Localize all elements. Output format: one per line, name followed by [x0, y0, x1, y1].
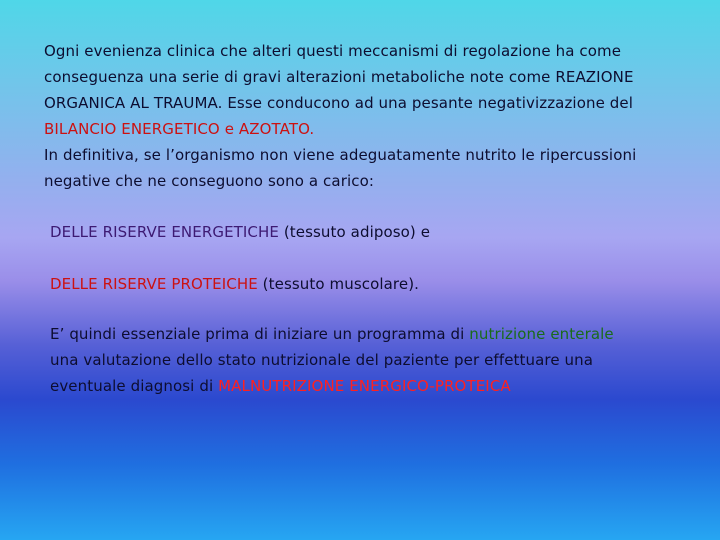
- item-line: [50, 219, 690, 245]
- text-line: [50, 373, 690, 399]
- conclusion-paragraph: [50, 321, 690, 399]
- text-line: [50, 321, 690, 347]
- text-line: Ogni evenienza clinica che alteri questi meccanismi di regolazione ha come: [44, 42, 622, 60]
- text-line: una valutazione dello stato nutrizionale del paziente per effettuare una: [50, 351, 594, 369]
- item-detail: (tessuto muscolare).: [257, 275, 420, 293]
- text-line: ORGANICA AL TRAUMA. Esse conducono ad una pesante negativizzazione del: [44, 94, 633, 112]
- highlight-protein-reserves: DELLE RISERVE PROTEICHE: [50, 275, 258, 293]
- item-detail: (tessuto adiposo) e: [278, 223, 431, 241]
- text-segment: eventuale diagnosi di: [50, 377, 219, 395]
- highlight-enteral-nutrition: nutrizione enterale: [469, 325, 614, 343]
- text-line: negative che ne conseguono sono a carico:: [44, 172, 375, 190]
- reserve-energy-item: [50, 219, 690, 245]
- text-line: conseguenza una serie di gravi alterazioni metaboliche note come REAZIONE: [44, 68, 634, 86]
- highlight-energy-reserves: DELLE RISERVE ENERGETICHE: [50, 223, 279, 241]
- text-segment: E’ quindi essenziale prima di iniziare un programma di: [50, 325, 470, 343]
- text-line: In definitiva, se l’organismo non viene adeguatamente nutrito le ripercussioni: [44, 146, 637, 164]
- highlight-malnutrition: MALNUTRIZIONE ENERGICO-PROTEICA: [218, 377, 511, 395]
- reserve-protein-item: [50, 271, 690, 297]
- highlight-bilancio: BILANCIO ENERGETICO e AZOTATO.: [44, 120, 315, 138]
- intro-paragraph: [44, 38, 684, 194]
- item-line: [50, 271, 690, 297]
